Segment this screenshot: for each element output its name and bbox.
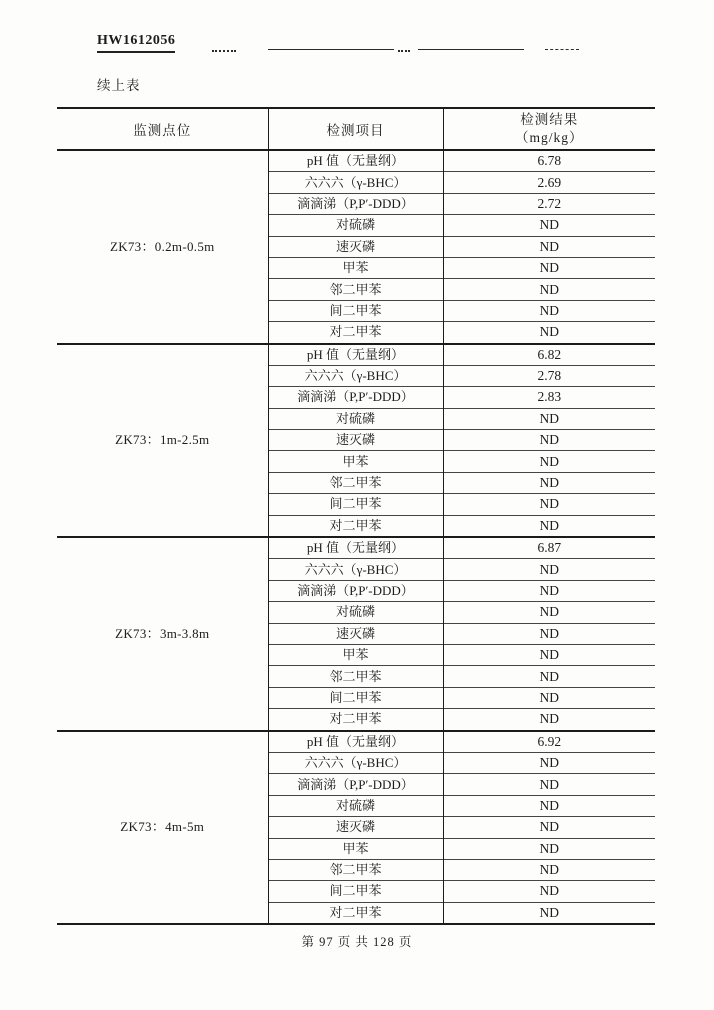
scan-artifact-line [268, 49, 394, 50]
test-result-cell: ND [443, 623, 655, 644]
test-result-cell: ND [443, 559, 655, 580]
test-item-cell: 间二甲苯 [268, 687, 443, 708]
monitoring-results-table [57, 107, 655, 925]
test-item-cell: 对二甲苯 [268, 709, 443, 731]
continued-table-label: 续上表 [97, 78, 141, 93]
test-result-cell: ND [443, 451, 655, 472]
test-item-cell: 六六六（γ-BHC） [268, 172, 443, 193]
test-result-cell: ND [443, 472, 655, 493]
monitoring-point-cell: ZK73：4m-5m [57, 731, 268, 925]
scan-artifact-line [545, 49, 579, 50]
test-item-cell: 六六六（γ-BHC） [268, 365, 443, 386]
test-result-cell: 6.87 [443, 537, 655, 559]
test-item-cell: 六六六（γ-BHC） [268, 752, 443, 773]
table-row [57, 731, 655, 753]
test-item-cell: 速灭磷 [268, 236, 443, 257]
table-row [57, 537, 655, 559]
test-result-cell: ND [443, 859, 655, 880]
test-result-cell: 2.83 [443, 387, 655, 408]
monitoring-point-cell: ZK73：0.2m-0.5m [57, 150, 268, 344]
test-item-cell: 甲苯 [268, 451, 443, 472]
test-item-cell: pH 值（无量纲） [268, 344, 443, 366]
test-result-cell: ND [443, 817, 655, 838]
test-item-cell: 对硫磷 [268, 408, 443, 429]
test-result-cell: ND [443, 774, 655, 795]
test-item-cell: 甲苯 [268, 644, 443, 665]
col-header-test-item: 检测项目 [268, 108, 443, 150]
test-item-cell: 滴滴涕（P,P′-DDD） [268, 387, 443, 408]
test-result-cell: ND [443, 580, 655, 601]
test-item-cell: 邻二甲苯 [268, 279, 443, 300]
test-item-cell: 速灭磷 [268, 430, 443, 451]
test-result-cell: ND [443, 709, 655, 731]
test-item-cell: 邻二甲苯 [268, 472, 443, 493]
test-item-cell: 甲苯 [268, 257, 443, 278]
test-item-cell: 间二甲苯 [268, 300, 443, 321]
test-result-cell: ND [443, 902, 655, 924]
test-result-cell: ND [443, 602, 655, 623]
test-item-cell: 间二甲苯 [268, 494, 443, 515]
test-result-cell: 2.72 [443, 193, 655, 214]
test-item-cell: 对二甲苯 [268, 515, 443, 537]
test-item-cell: 间二甲苯 [268, 881, 443, 902]
test-item-cell: 对硫磷 [268, 602, 443, 623]
test-item-cell: pH 值（无量纲） [268, 537, 443, 559]
test-item-cell: 邻二甲苯 [268, 859, 443, 880]
monitoring-point-cell: ZK73：1m-2.5m [57, 344, 268, 538]
test-item-cell: 滴滴涕（P,P′-DDD） [268, 580, 443, 601]
test-result-cell: ND [443, 752, 655, 773]
test-result-cell: ND [443, 300, 655, 321]
result-header-title: 检测结果 [520, 112, 579, 127]
test-result-cell: ND [443, 838, 655, 859]
test-result-cell: 6.92 [443, 731, 655, 753]
test-item-cell: 六六六（γ-BHC） [268, 559, 443, 580]
test-result-cell: 6.78 [443, 150, 655, 172]
table-header [57, 108, 655, 150]
test-result-cell: ND [443, 279, 655, 300]
test-result-cell: 2.69 [443, 172, 655, 193]
table-row [57, 150, 655, 172]
page-number: 第 97 页 共 128 页 [301, 935, 413, 949]
test-result-cell: ND [443, 644, 655, 665]
test-item-cell: 滴滴涕（P,P′-DDD） [268, 193, 443, 214]
test-result-cell: ND [443, 322, 655, 344]
test-item-cell: 对硫磷 [268, 215, 443, 236]
header-row [57, 108, 655, 150]
test-result-cell: ND [443, 795, 655, 816]
test-result-cell: ND [443, 257, 655, 278]
table-row [57, 344, 655, 366]
scan-artifact-line [418, 49, 524, 50]
test-item-cell: 对二甲苯 [268, 902, 443, 924]
scan-artifact-line [212, 50, 236, 52]
test-item-cell: 速灭磷 [268, 623, 443, 644]
test-item-cell: 速灭磷 [268, 817, 443, 838]
test-result-cell: ND [443, 430, 655, 451]
test-item-cell: pH 值（无量纲） [268, 150, 443, 172]
test-item-cell: 对硫磷 [268, 795, 443, 816]
test-item-cell: 对二甲苯 [268, 322, 443, 344]
document-id: HW1612056 [97, 33, 175, 53]
monitoring-point-cell: ZK73：3m-3.8m [57, 537, 268, 731]
test-result-cell: ND [443, 666, 655, 687]
col-header-test-result [443, 108, 655, 150]
test-item-cell: 甲苯 [268, 838, 443, 859]
test-result-cell: ND [443, 408, 655, 429]
test-result-cell: ND [443, 515, 655, 537]
test-item-cell: 邻二甲苯 [268, 666, 443, 687]
test-result-cell: 6.82 [443, 344, 655, 366]
test-result-cell: ND [443, 215, 655, 236]
test-result-cell: ND [443, 881, 655, 902]
test-item-cell: pH 值（无量纲） [268, 731, 443, 753]
test-result-cell: 2.78 [443, 365, 655, 386]
col-header-monitoring-point: 监测点位 [57, 108, 268, 150]
table-body [57, 150, 655, 924]
test-result-cell: ND [443, 494, 655, 515]
test-item-cell: 滴滴涕（P,P′-DDD） [268, 774, 443, 795]
test-result-cell: ND [443, 687, 655, 708]
result-header-unit: （mg/kg） [514, 130, 584, 145]
test-result-cell: ND [443, 236, 655, 257]
scan-artifact-line [398, 50, 410, 52]
